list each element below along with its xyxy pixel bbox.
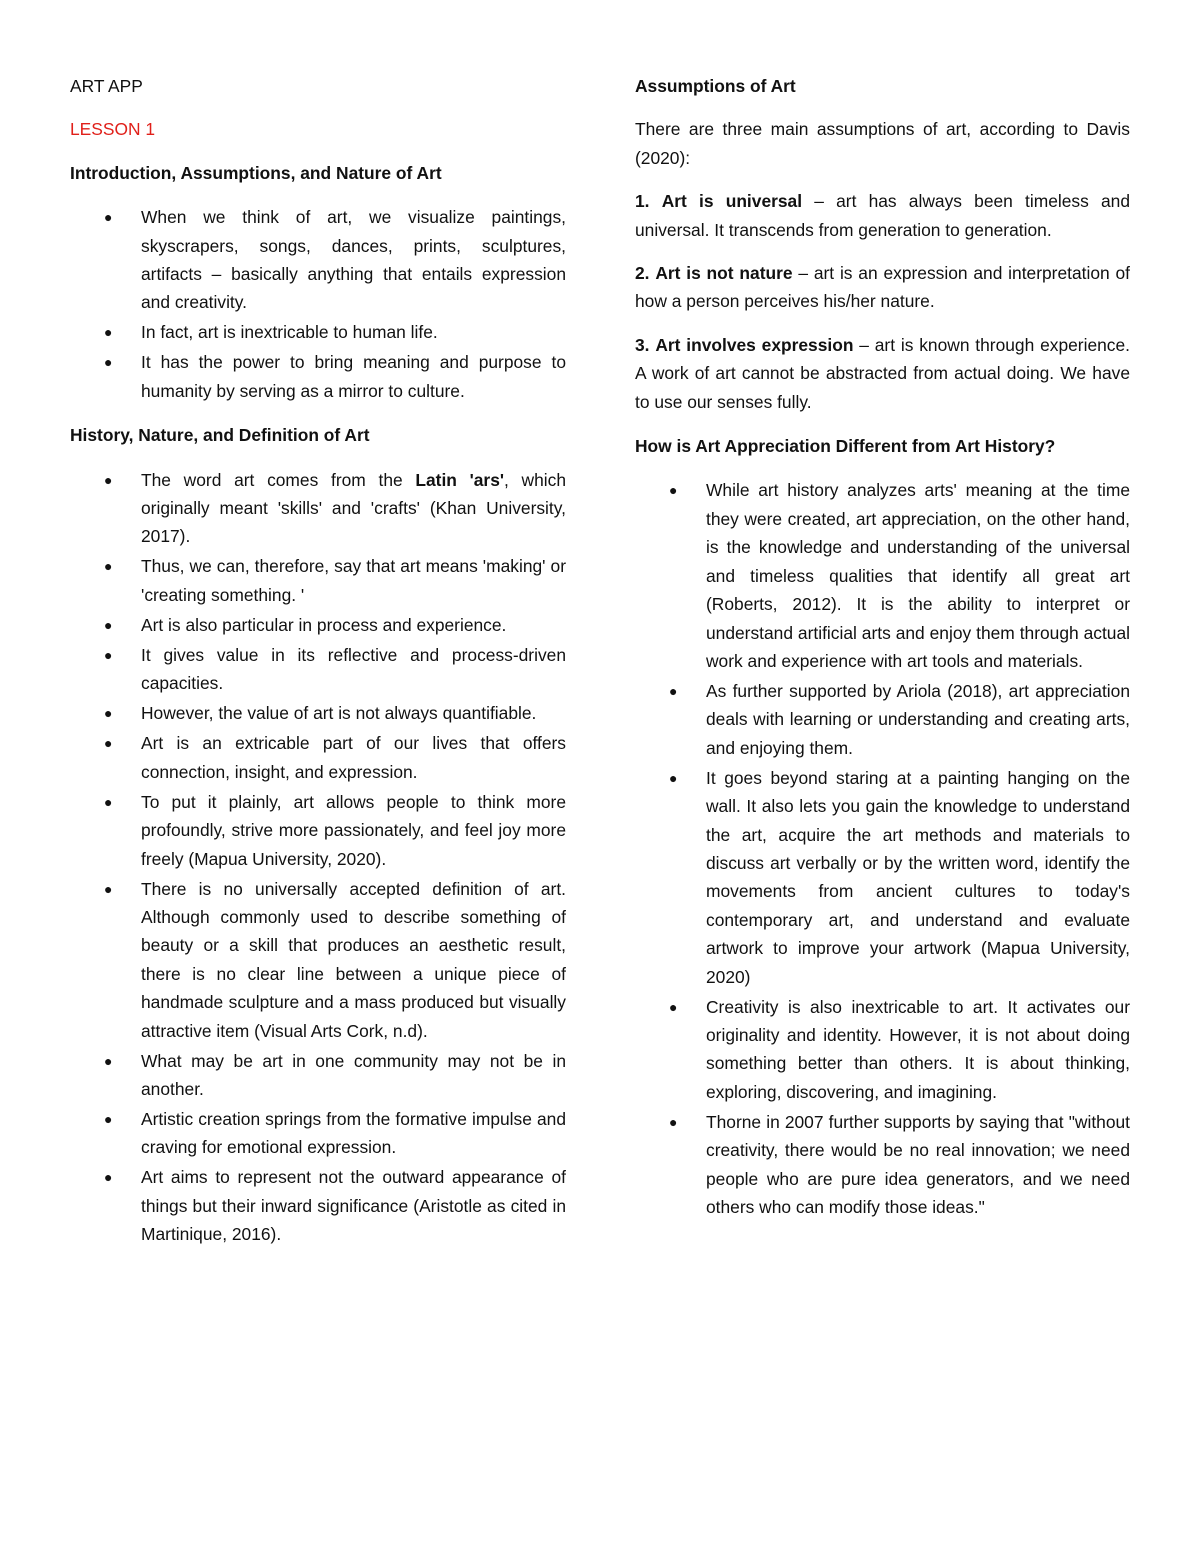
list-item-text: There is no universally accepted definition of art. Although commonly used to describe something of beauty or a skill that produces an aesthetic result, there is no clear line between a unique piece of handmade sculpture and a mass produced but visually attractive item (Visual Arts Cork, n.d). [141, 878, 566, 1041]
app-title: ART APP [70, 76, 143, 96]
assumption-text: – art is known through experience. A work of art cannot be abstracted from actual doing. We have to use our senses fully. [635, 334, 1130, 412]
list-item [70, 788, 566, 873]
list-item [70, 552, 566, 609]
assumption-item [635, 259, 1130, 316]
list-item-text: Art aims to represent not the outward appearance of things but their inward significance (Aristotle as cited in Martinique, 2016). [141, 1167, 566, 1245]
bullet-dot-icon: ● [104, 880, 113, 897]
left-column [70, 72, 566, 1249]
assumption-item [635, 331, 1130, 416]
list-item [70, 1047, 566, 1104]
bullet-dot-icon: ● [104, 558, 113, 575]
list-item [635, 677, 1130, 762]
list-item [70, 875, 566, 1045]
assumption-text: – art is an expression and interpretation of how a person perceives his/her nature. [635, 263, 1130, 312]
list-item-text: However, the value of art is not always quantifiable. [141, 703, 537, 724]
section-heading-appreciation: How is Art Appreciation Different from Art History? [635, 436, 1056, 457]
bullet-dot-icon: ● [669, 769, 678, 786]
bullet-dot-icon: ● [104, 354, 113, 371]
list-item [70, 699, 566, 727]
list-item [635, 764, 1130, 991]
introduction-bullet-list [70, 203, 566, 405]
bullet-dot-icon: ● [669, 482, 678, 499]
bullet-dot-icon: ● [104, 1169, 113, 1186]
list-item-text: Creativity is also inextricable to art. It activates our originality and identity. However, it is not about doing something better than others. It is about thinking, exploring, discovering, and imagining. [706, 996, 1130, 1102]
list-item-text: In fact, art is inextricable to human life. [141, 322, 438, 343]
list-item-text: Art is an extricable part of our lives that offers connection, insight, and expression. [141, 733, 566, 782]
assumptions-intro: There are three main assumptions of art, according to Davis (2020): [635, 119, 1130, 168]
assumption-item [635, 187, 1130, 244]
assumption-text: – art has always been timeless and universal. It transcends from generation to generation. [635, 191, 1130, 240]
assumption-title: Art involves expression [655, 334, 854, 355]
list-item [635, 993, 1130, 1107]
bullet-dot-icon: ● [104, 471, 113, 488]
list-item-text: To put it plainly, art allows people to think more profoundly, strive more passionately, and feel joy more freely (Mapua University, 2020). [141, 791, 566, 869]
appreciation-bullet-list [635, 476, 1130, 1221]
list-item-text-before: The word art comes from the [141, 469, 416, 490]
list-item-text: Thorne in 2007 further supports by saying that "without creativity, there would be no real innovation; we need people who are pure idea generators, and we need others who can modify those ideas." [706, 1111, 1130, 1217]
assumption-number: 2. [635, 263, 650, 284]
list-item-text: What may be art in one community may not be in another. [141, 1050, 566, 1099]
list-item [70, 348, 566, 405]
list-item-text: It has the power to bring meaning and purpose to humanity by serving as a mirror to culture. [141, 352, 566, 401]
list-item [70, 641, 566, 698]
bullet-dot-icon: ● [669, 998, 678, 1015]
bullet-dot-icon: ● [104, 646, 113, 663]
list-item-text: It gives value in its reflective and process-driven capacities. [141, 644, 566, 694]
list-item-text: Artistic creation springs from the formative impulse and craving for emotional expression. [141, 1108, 566, 1158]
list-item-text: While art history analyzes arts' meaning at the time they were created, art appreciation, on the other hand, is the knowledge and understanding of the universal and timeless qualities that identify all great art (Roberts, 2012). It is the ability to interpret or understand artificial arts and enjoy them through actual work and experience with art tools and materials. [706, 480, 1130, 671]
bullet-dot-icon: ● [669, 682, 678, 699]
bullet-dot-icon: ● [104, 705, 113, 722]
assumption-title: Art is not nature [655, 263, 793, 284]
list-item [70, 203, 566, 317]
bullet-dot-icon: ● [104, 1110, 113, 1127]
lesson-label: LESSON 1 [70, 119, 156, 140]
list-item [70, 729, 566, 786]
bullet-dot-icon: ● [104, 793, 113, 810]
list-item [70, 611, 566, 639]
list-item [70, 1105, 566, 1162]
assumption-number: 3. [635, 334, 650, 355]
list-item-text: Thus, we can, therefore, say that art means 'making' or 'creating something. ' [141, 556, 566, 605]
assumption-title: Art is universal [661, 191, 803, 212]
list-item-text: When we think of art, we visualize paintings, skyscrapers, songs, dances, prints, sculptures, artifacts – basically anything that entails expression and creativity. [141, 207, 566, 313]
right-column [635, 72, 1130, 1221]
assumption-number: 1. [635, 191, 650, 212]
list-item-text: It goes beyond staring at a painting hanging on the wall. It also lets you gain the knowledge to understand the art, acquire the art methods and materials to discuss art verbally or by the written word, identify the movements from ancient cultures to today's contemporary art, and understand and evaluate artwork to improve your artwork (Mapua University, 2020) [706, 767, 1130, 987]
list-item-text: Art is also particular in process and experience. [141, 614, 507, 635]
list-item [635, 1108, 1130, 1222]
history-bullet-list [70, 466, 566, 1249]
bullet-dot-icon: ● [104, 324, 113, 341]
list-item [70, 466, 566, 551]
section-heading-history: History, Nature, and Definition of Art [70, 425, 370, 446]
section-heading-assumptions: Assumptions of Art [635, 76, 796, 96]
bullet-dot-icon: ● [104, 616, 113, 633]
bullet-dot-icon: ● [104, 1052, 113, 1069]
list-item [70, 318, 566, 346]
list-item [70, 1163, 566, 1248]
bullet-dot-icon: ● [669, 1113, 678, 1130]
list-item [635, 476, 1130, 675]
latin-ars-term: Latin 'ars' [415, 469, 505, 490]
list-item-text-after: , which originally meant 'skills' and 'crafts' (Khan University, 2017). [141, 469, 567, 547]
section-heading-introduction: Introduction, Assumptions, and Nature of Art [70, 162, 442, 183]
list-item-text: As further supported by Ariola (2018), art appreciation deals with learning or understanding and creating arts, and enjoying them. [706, 680, 1130, 758]
bullet-dot-icon: ● [104, 735, 113, 752]
bullet-dot-icon: ● [104, 209, 113, 226]
